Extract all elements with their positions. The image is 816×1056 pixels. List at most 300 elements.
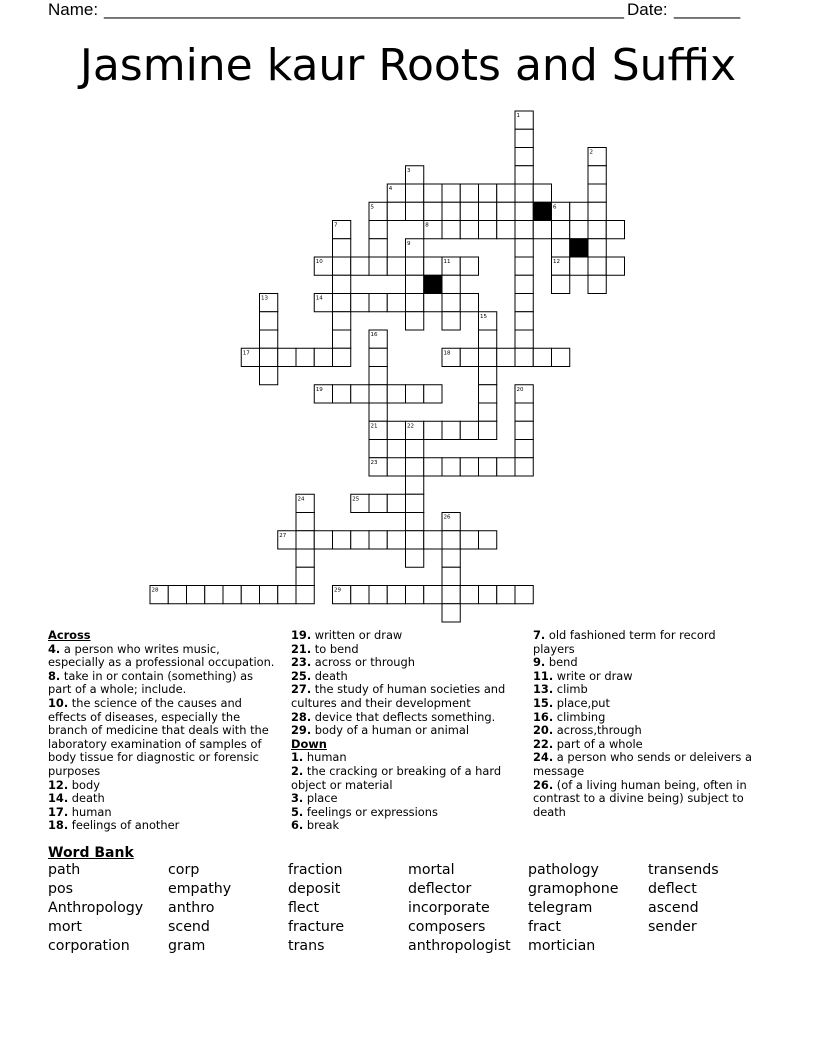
grid-cell[interactable] [552,275,570,293]
name-line[interactable]: _______________________________________________________ [104,0,625,19]
word-bank-item: mortician [528,938,596,954]
clue-number: 18 [443,350,451,357]
grid-cell[interactable] [406,531,424,549]
grid-cell[interactable] [424,421,442,439]
grid-cell[interactable] [515,440,533,458]
grid-cell[interactable] [497,184,515,202]
grid-cell[interactable] [570,221,588,239]
grid-cell[interactable] [424,257,442,275]
grid-cell[interactable] [497,221,515,239]
grid-cell[interactable] [387,385,405,403]
grid-cell[interactable] [497,458,515,476]
clue-text: (of a living human being, often in contrast to a divine being) subject to death [533,777,747,819]
grid-cell[interactable] [333,257,351,275]
clue-num: 23. [291,655,312,670]
clue-text: a person who sends or deleivers a message [533,750,752,778]
grid-cell[interactable] [479,531,497,549]
word-bank-item: anthropologist [408,938,511,954]
grid-cell[interactable] [424,184,442,202]
grid-cell[interactable] [606,257,624,275]
grid-cell[interactable] [333,348,351,366]
clue-number: 24 [297,496,305,503]
grid-cell[interactable] [406,476,424,494]
grid-cell[interactable] [442,184,460,202]
grid-cell[interactable] [406,458,424,476]
clue [533,711,755,725]
clue-num: 27. [291,682,312,697]
grid-cell[interactable] [351,586,369,604]
grid-cell[interactable] [515,421,533,439]
grid-cell[interactable] [460,294,478,312]
grid-cell[interactable] [515,403,533,421]
word-bank-item: fracture [288,919,345,935]
grid-cell[interactable] [515,257,533,275]
clue [48,697,280,779]
clue-number: 21 [370,423,378,430]
date-label: Date: [627,0,668,19]
clue-text: human [68,804,112,819]
clue-num: 25. [291,668,312,683]
clue [533,683,755,697]
grid-cell[interactable] [442,202,460,220]
clue-num: 1. [291,750,304,765]
grid-cell[interactable] [333,385,351,403]
clue-num: 4. [48,641,61,656]
clue-number: 10 [315,259,323,266]
grid-cell[interactable] [424,586,442,604]
clue-number: 23 [370,459,378,466]
clue-num: 20. [533,723,554,738]
grid-cell[interactable] [479,385,497,403]
grid-cell[interactable] [424,458,442,476]
grid-cell[interactable] [369,531,387,549]
grid-cell[interactable] [387,294,405,312]
clue-text: written or draw [311,628,403,642]
grid-cell[interactable] [606,221,624,239]
word-bank-item: deflect [648,881,697,897]
word-bank-item: gram [168,938,206,954]
clue-number: 22 [407,423,414,430]
clue [291,724,513,738]
clue [48,779,280,793]
grid-cell[interactable] [369,221,387,239]
grid-cell[interactable] [442,294,460,312]
grid-cell[interactable] [406,385,424,403]
word-bank-item: anthro [168,900,215,916]
grid-cell[interactable] [369,440,387,458]
down-heading: Down [291,736,327,751]
clue-text: human [303,750,347,765]
clue-text: a person who writes music, especially as a professional occupation. [48,641,275,670]
grid-cell[interactable] [387,458,405,476]
clue [291,629,513,643]
grid-cell[interactable] [479,202,497,220]
clue-text: place,put [553,695,610,710]
grid-cell[interactable] [460,184,478,202]
clue-num: 18. [48,818,69,833]
date-line[interactable]: _______ [674,0,741,19]
word-bank-item: flect [288,900,320,916]
across-heading: Across [48,628,91,642]
grid-cell[interactable] [406,586,424,604]
clue [291,683,513,710]
clue-number: 7 [334,222,338,229]
grid-cell[interactable] [260,348,278,366]
grid-cell[interactable] [588,221,606,239]
clue-num: 2. [291,763,304,778]
grid-cell[interactable] [424,385,442,403]
clue-num: 12. [48,777,69,792]
clue [48,643,280,670]
grid-cell[interactable] [442,567,460,585]
grid-cell[interactable] [515,458,533,476]
grid-cell[interactable] [497,348,515,366]
clue-num: 6. [291,818,304,833]
grid-cell[interactable] [442,549,460,567]
grid-cell[interactable] [552,348,570,366]
grid-cell[interactable] [479,403,497,421]
grid-cell[interactable] [442,531,460,549]
grid-cell[interactable] [515,312,533,330]
grid-cell[interactable] [260,367,278,385]
grid-cell[interactable] [460,421,478,439]
clue-number: 1 [516,113,520,120]
clue [48,819,280,833]
clue-text: across,through [553,723,642,738]
clue-text: the study of human societies and cultures and their development [291,682,506,710]
grid-cell[interactable] [333,330,351,348]
grid-cell[interactable] [369,239,387,257]
clue-num: 17. [48,804,69,819]
clue-number: 15 [480,313,487,320]
grid-cell[interactable] [369,385,387,403]
clue-number: 16 [370,332,378,339]
grid-cell[interactable] [387,586,405,604]
grid-cell[interactable] [387,202,405,220]
clue-num: 28. [291,709,312,724]
grid-cell[interactable] [588,184,606,202]
clue-text: body [68,777,100,792]
grid-cell[interactable] [515,166,533,184]
grid-cell[interactable] [479,421,497,439]
clue-number: 2 [589,149,593,156]
grid-cell[interactable] [387,421,405,439]
grid-cell[interactable] [333,239,351,257]
grid-cell[interactable] [351,385,369,403]
grid-cell[interactable] [187,586,205,604]
clue [48,792,280,806]
clue-num: 8. [48,668,61,683]
clue-num: 19. [291,628,312,642]
grid-cell[interactable] [406,513,424,531]
clue-number: 13 [261,295,268,302]
grid-cell[interactable] [479,348,497,366]
grid-block [570,239,588,257]
grid-cell[interactable] [515,294,533,312]
clue [291,711,513,725]
word-bank-item: transends [648,862,719,878]
clue [48,670,280,697]
clue-num: 16. [533,709,554,724]
grid-cell[interactable] [278,586,296,604]
grid-cell[interactable] [424,202,442,220]
clue-text: old fashioned term for record players [533,628,716,656]
grid-cell[interactable] [442,221,460,239]
word-bank-item: deflector [408,881,472,897]
clue [533,738,755,752]
grid-cell[interactable] [479,184,497,202]
grid-cell[interactable] [333,275,351,293]
grid-cell[interactable] [460,586,478,604]
clue-text: part of a whole [553,736,643,751]
clue-num: 26. [533,777,554,792]
grid-cell[interactable] [278,348,296,366]
clue-text: feelings of another [68,818,180,833]
grid-cell[interactable] [406,184,424,202]
grid-cell[interactable] [369,257,387,275]
word-bank-item: composers [408,919,486,935]
grid-cell[interactable] [588,275,606,293]
clue-num: 21. [291,641,312,656]
clues-column-2 [291,629,513,833]
grid-cell[interactable] [406,294,424,312]
grid-cell[interactable] [406,494,424,512]
grid-cell[interactable] [296,586,314,604]
page-title: Jasmine kaur Roots and Suffix [79,40,737,91]
grid-cell[interactable] [314,531,332,549]
grid-cell[interactable] [515,330,533,348]
grid-cell[interactable] [515,239,533,257]
clue-number: 8 [425,222,429,229]
clue-num: 5. [291,804,304,819]
grid-cell[interactable] [479,586,497,604]
clue-number: 3 [407,167,411,174]
clue-num: 11. [533,668,554,683]
clue-num: 3. [291,791,304,806]
clues-column-3 [533,629,755,819]
grid-cell[interactable] [515,202,533,220]
grid-cell[interactable] [533,348,551,366]
grid-cell[interactable] [406,312,424,330]
grid-cell[interactable] [296,567,314,585]
clue-text: body of a human or animal [311,723,470,738]
word-bank-item: pathology [528,862,599,878]
clue-number: 14 [315,295,323,302]
grid-cell[interactable] [406,275,424,293]
grid-cell[interactable] [387,494,405,512]
grid-block [533,202,551,220]
clue-num: 13. [533,682,554,697]
grid-cell[interactable] [333,312,351,330]
grid-cell[interactable] [333,294,351,312]
clue-num: 24. [533,750,554,765]
grid-cell[interactable] [296,531,314,549]
grid-cell[interactable] [223,586,241,604]
grid-cell[interactable] [369,367,387,385]
grid-cell[interactable] [533,184,551,202]
grid-cell[interactable] [533,221,551,239]
word-bank-item: incorporate [408,900,490,916]
grid-cell[interactable] [406,440,424,458]
clue-number: 17 [242,350,250,357]
clue-number: 4 [388,186,393,193]
grid-cell[interactable] [460,257,478,275]
grid-cell[interactable] [260,330,278,348]
grid-cell[interactable] [296,549,314,567]
clue-text: write or draw [553,668,633,683]
clue-text: take in or contain (something) as part of a whole; include. [48,668,254,697]
grid-cell[interactable] [515,348,533,366]
grid-cell[interactable] [387,531,405,549]
grid-cell[interactable] [369,403,387,421]
clue-text: death [311,668,348,683]
grid-cell[interactable] [588,257,606,275]
grid-cell[interactable] [479,330,497,348]
word-bank-item: deposit [288,881,341,897]
clue-text: to bend [311,641,359,656]
clue-number: 11 [443,259,451,266]
grid-cell[interactable] [406,202,424,220]
grid-cell[interactable] [497,202,515,220]
clue [533,697,755,711]
grid-cell[interactable] [515,586,533,604]
clue-text: the science of the causes and effects of diseases, especially the branch of medicine that deals with the laboratory examination of samples of body tissue for diagnostic or forensic purposes [48,695,269,778]
grid-cell[interactable] [205,586,223,604]
word-bank-item: pos [48,881,74,897]
clue-number: 27 [279,532,287,539]
clue-num: 29. [291,723,312,738]
grid-cell[interactable] [515,148,533,166]
clue [533,670,755,684]
clue-number: 19 [315,386,323,393]
word-bank-item: scend [168,919,210,935]
grid-cell[interactable] [369,586,387,604]
grid-cell[interactable] [424,294,442,312]
word-bank-item: sender [648,919,697,935]
grid-cell[interactable] [406,257,424,275]
clue [291,670,513,684]
grid-block [424,275,442,293]
word-bank-item: Anthropology [48,900,144,916]
word-bank-item: corp [168,862,200,878]
grid-cell[interactable] [424,531,442,549]
grid-cell[interactable] [314,348,332,366]
grid-cell[interactable] [260,312,278,330]
grid-cell[interactable] [369,294,387,312]
word-bank-item: mort [48,919,82,935]
clue-num: 7. [533,628,546,642]
clue-text: the cracking or breaking of a hard object or material [291,763,502,792]
grid-cell[interactable] [515,221,533,239]
clue [291,751,513,765]
grid-cell[interactable] [479,367,497,385]
clue-number: 6 [553,204,557,211]
word-bank-heading: Word Bank [48,845,134,861]
clue-num: 10. [48,695,69,710]
grid-cell[interactable] [552,221,570,239]
grid-cell[interactable] [515,129,533,147]
grid-cell[interactable] [570,202,588,220]
grid-cell[interactable] [369,348,387,366]
clue-text: climbing [553,709,606,724]
grid-cell[interactable] [442,604,460,622]
grid-cell[interactable] [369,494,387,512]
grid-cell[interactable] [442,458,460,476]
clue-text: death [68,791,105,806]
word-bank-item: gramophone [528,881,619,897]
grid-cell[interactable] [588,202,606,220]
grid-cell[interactable] [552,239,570,257]
clue [291,819,513,833]
grid-cell[interactable] [588,239,606,257]
clue [533,724,755,738]
grid-cell[interactable] [296,348,314,366]
clue-num: 15. [533,695,554,710]
word-bank-item: mortal [408,862,455,878]
grid-cell[interactable] [479,458,497,476]
word-bank-item: fraction [288,862,343,878]
clue [291,656,513,670]
clue-number: 25 [352,496,360,503]
clue-number: 20 [516,386,524,393]
grid-cell[interactable] [442,275,460,293]
word-bank-item: trans [288,938,325,954]
grid-cell[interactable] [241,586,259,604]
grid-cell[interactable] [260,586,278,604]
grid-cell[interactable] [570,257,588,275]
grid-cell[interactable] [296,513,314,531]
grid-cell[interactable] [351,257,369,275]
clue-num: 14. [48,791,69,806]
grid-cell[interactable] [168,586,186,604]
grid-cell[interactable] [351,294,369,312]
grid-cell[interactable] [460,202,478,220]
word-bank-item: telegram [528,900,593,916]
clue-number: 9 [407,240,411,247]
clue-num: 22. [533,736,554,751]
grid-cell[interactable] [460,531,478,549]
clue-text: break [303,818,340,833]
grid-cell[interactable] [442,421,460,439]
grid-cell[interactable] [497,586,515,604]
clue-text: bend [545,655,578,670]
clue [533,656,755,670]
clue-text: climb [553,682,588,697]
grid-cell[interactable] [406,549,424,567]
clue-text: place [303,791,338,806]
clue-number: 29 [334,587,341,594]
grid-cell[interactable] [351,531,369,549]
clue-number: 26 [443,514,451,521]
grid-cell[interactable] [442,312,460,330]
grid-cell[interactable] [333,531,351,549]
clue-num: 9. [533,655,546,670]
grid-cell[interactable] [460,348,478,366]
grid-cell[interactable] [442,586,460,604]
grid-cell[interactable] [479,221,497,239]
word-bank-item: path [48,862,81,878]
clues-column-1 [48,629,280,833]
word-bank-item: corporation [48,938,130,954]
grid-cell[interactable] [460,458,478,476]
grid-cell[interactable] [588,166,606,184]
grid-cell[interactable] [515,184,533,202]
grid-cell[interactable] [460,221,478,239]
grid-cell[interactable] [387,257,405,275]
clue-text: across or through [311,655,415,670]
clue-number: 12 [553,259,560,266]
grid-cell[interactable] [515,275,533,293]
